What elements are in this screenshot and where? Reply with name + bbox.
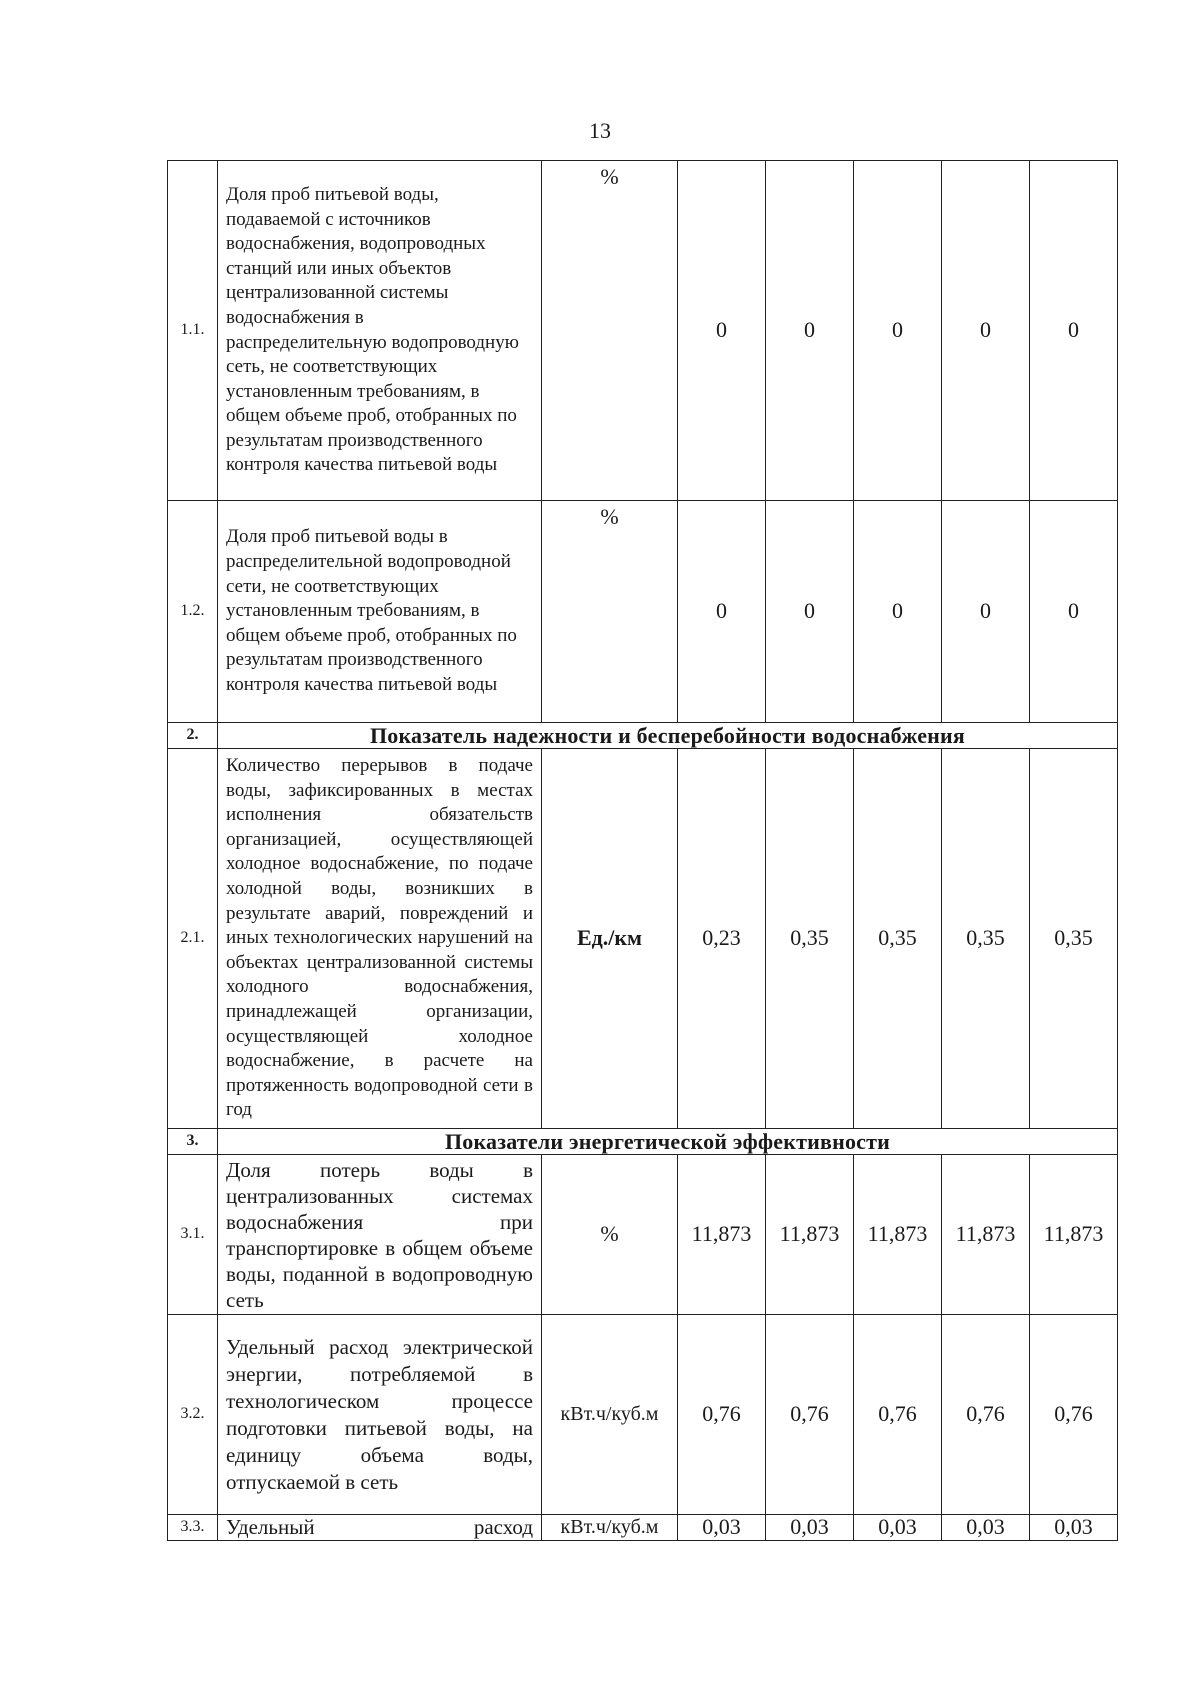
value-cell: 0: [766, 161, 854, 501]
section-title: Показатель надежности и бесперебойности водоснабжения: [218, 723, 1118, 749]
value-cell: 0: [678, 161, 766, 501]
value-cell: 0,23: [678, 749, 766, 1129]
row-number: 3.1.: [168, 1155, 218, 1315]
value-cell: 0,76: [854, 1315, 942, 1515]
row-number: 2.1.: [168, 749, 218, 1129]
value-cell: 0: [1030, 161, 1118, 501]
unit: кВт.ч/куб.м: [542, 1315, 678, 1515]
row-number: 3.3.: [168, 1515, 218, 1541]
indicator-description: Доля потерь воды в централизованных системах водоснабжения при транспортировке в общем объеме воды, поданной в водопроводную сеть: [218, 1155, 542, 1315]
section-number: 2.: [168, 723, 218, 749]
section-title: Показатели энергетической эффективности: [218, 1129, 1118, 1155]
value-cell: 0,03: [942, 1515, 1030, 1541]
value-cell: 0,03: [1030, 1515, 1118, 1541]
value-cell: 0: [854, 501, 942, 723]
value-cell: 11,873: [942, 1155, 1030, 1315]
indicator-description: Удельный расход: [218, 1515, 542, 1541]
table-row: [168, 1315, 1118, 1515]
value-cell: 0: [1030, 501, 1118, 723]
value-cell: 0,35: [942, 749, 1030, 1129]
value-cell: 11,873: [678, 1155, 766, 1315]
unit: Ед./км: [542, 749, 678, 1129]
value-cell: 0,76: [678, 1315, 766, 1515]
unit: %: [542, 501, 678, 723]
value-cell: 0,35: [854, 749, 942, 1129]
unit: кВт.ч/куб.м: [542, 1515, 678, 1541]
indicator-description: Удельный расход электрической энергии, потребляемой в технологическом процессе подготовки питьевой воды, на единицу объема воды, отпускаемой в сеть: [218, 1315, 542, 1515]
indicators-table: [167, 160, 1118, 1541]
section-row: [168, 723, 1118, 749]
value-cell: 0,35: [1030, 749, 1118, 1129]
indicator-description: Доля проб питьевой воды в распределительной водопроводной сети, не соответствующих установленным требованиям, в общем объеме проб, отобранных по результатам производственного контроля качества питьевой воды: [218, 501, 542, 723]
value-cell: 0: [942, 501, 1030, 723]
value-cell: 0: [942, 161, 1030, 501]
table-row: [168, 1515, 1118, 1541]
value-cell: 0,03: [678, 1515, 766, 1541]
unit: %: [542, 161, 678, 501]
page-number: 13: [589, 118, 611, 143]
value-cell: 0: [766, 501, 854, 723]
table-row: [168, 501, 1118, 723]
value-cell: 0,76: [766, 1315, 854, 1515]
indicator-description: Доля проб питьевой воды, подаваемой с источников водоснабжения, водопроводных станций или иных объектов централизованной системы водоснабжения в распределительную водопроводную сеть, не соответствующих установленным требованиям, в общем объеме проб, отобранных по результатам производственного контроля качества питьевой воды: [218, 161, 542, 501]
value-cell: 11,873: [1030, 1155, 1118, 1315]
table-row: [168, 1155, 1118, 1315]
row-number: 1.2.: [168, 501, 218, 723]
value-cell: 0,03: [766, 1515, 854, 1541]
unit: %: [542, 1155, 678, 1315]
table-row: [168, 161, 1118, 501]
value-cell: 0,76: [942, 1315, 1030, 1515]
value-cell: 0,35: [766, 749, 854, 1129]
value-cell: 0,03: [854, 1515, 942, 1541]
row-number: 3.2.: [168, 1315, 218, 1515]
section-row: [168, 1129, 1118, 1155]
section-number: 3.: [168, 1129, 218, 1155]
value-cell: 11,873: [766, 1155, 854, 1315]
value-cell: 0: [854, 161, 942, 501]
value-cell: 11,873: [854, 1155, 942, 1315]
value-cell: 0,76: [1030, 1315, 1118, 1515]
row-number: 1.1.: [168, 161, 218, 501]
table-row: [168, 749, 1118, 1129]
value-cell: 0: [678, 501, 766, 723]
indicator-description: Количество перерывов в подаче воды, зафиксированных в местах исполнения обязательств организацией, осуществляющей холодное водоснабжение, по подаче холодной воды, возникших в результате аварий, повреждений и иных технологических нарушений на объектах централизованной системы холодного водоснабжения, принадлежащей организации, осуществляющей холодное водоснабжение, в расчете на протяженность водопроводной сети в год: [218, 749, 542, 1129]
